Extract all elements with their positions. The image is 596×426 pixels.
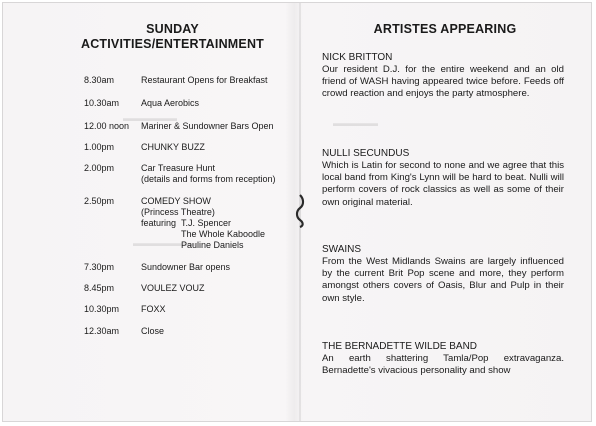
artist-description: Which is Latin for second to none and we agree that this local band from King's Lynn will be hard to beat. Nulli will perform covers of rock classics as well as some of their own original material.	[322, 160, 564, 208]
performer-name: The Whole Kaboodle	[181, 229, 266, 239]
schedule-time: 12.00 noon	[84, 121, 130, 131]
schedule-detail: (Princess Theatre)	[141, 207, 215, 217]
schedule-time: 12.30am	[84, 326, 120, 336]
artist-entry	[322, 244, 564, 305]
schedule-event: FOXX	[141, 304, 166, 314]
schedule-time: 1.00pm	[84, 142, 115, 152]
artist-entry	[322, 341, 564, 377]
artist-name: SWAINS	[322, 244, 362, 255]
schedule-time: 8.30am	[84, 75, 115, 85]
performer-name: Pauline Daniels	[181, 240, 244, 250]
featuring-label: featuring	[141, 218, 177, 228]
heading-activities: ACTIVITIES/ENTERTAINMENT	[80, 37, 265, 51]
artistes-heading: ARTISTES APPEARING	[373, 22, 517, 36]
schedule-event: VOULEZ VOUZ	[141, 283, 205, 293]
schedule-event: Car Treasure Hunt	[141, 163, 216, 173]
schedule-event: Sundowner Bar opens	[141, 262, 231, 272]
performer-name: T.J. Spencer	[181, 218, 232, 228]
schedule-time: 8.45pm	[84, 283, 115, 293]
heading-day: SUNDAY	[146, 22, 199, 36]
artist-description: Our resident D.J. for the entire weekend and an old friend of WASH having appeared twice before. Feeds off crowd reaction and enjoys the party atmosphere.	[322, 64, 564, 100]
schedule-event: Restaurant Opens for Breakfast	[141, 75, 268, 85]
schedule-time: 2.00pm	[84, 163, 115, 173]
artist-name: THE BERNADETTE WILDE BAND	[322, 341, 478, 352]
artist-name: NULLI SECUNDUS	[322, 148, 410, 159]
schedule-time: 2.50pm	[84, 196, 115, 206]
show-through-text: ▬▬▬▬▬	[333, 118, 378, 128]
artist-description: An earth shattering Tamla/Pop extravaganza. Bernadette's vivacious personality and show	[322, 353, 564, 377]
featuring-block	[141, 218, 301, 251]
artist-name: NICK BRITTON	[322, 52, 393, 63]
schedule-detail: (details and forms from reception)	[141, 174, 276, 184]
show-through-text: ▬▬▬▬▬▬▬	[133, 238, 196, 248]
schedule-event: Aqua Aerobics	[141, 98, 200, 108]
schedule-event: Mariner & Sundowner Bars Open	[141, 121, 274, 131]
schedule-time: 7.30pm	[84, 262, 115, 272]
artist-entry	[322, 52, 564, 101]
schedule-time: 10.30am	[84, 98, 120, 108]
artist-description: From the West Midlands Swains are largely influenced by the current Brit Pop scene and more, they perform amongst others covers of Oasis, Blur and Pulp in their own style.	[322, 256, 564, 304]
schedule-event: CHUNKY BUZZ	[141, 142, 205, 152]
schedule-event: Close	[141, 326, 165, 336]
left-page-heading	[50, 22, 295, 52]
show-through-text: ▬▬▬▬▬▬	[123, 113, 177, 123]
schedule-event: COMEDY SHOW	[141, 196, 211, 206]
artist-entry	[322, 148, 564, 209]
right-page-heading	[330, 22, 560, 36]
schedule-time: 10.30pm	[84, 304, 120, 314]
